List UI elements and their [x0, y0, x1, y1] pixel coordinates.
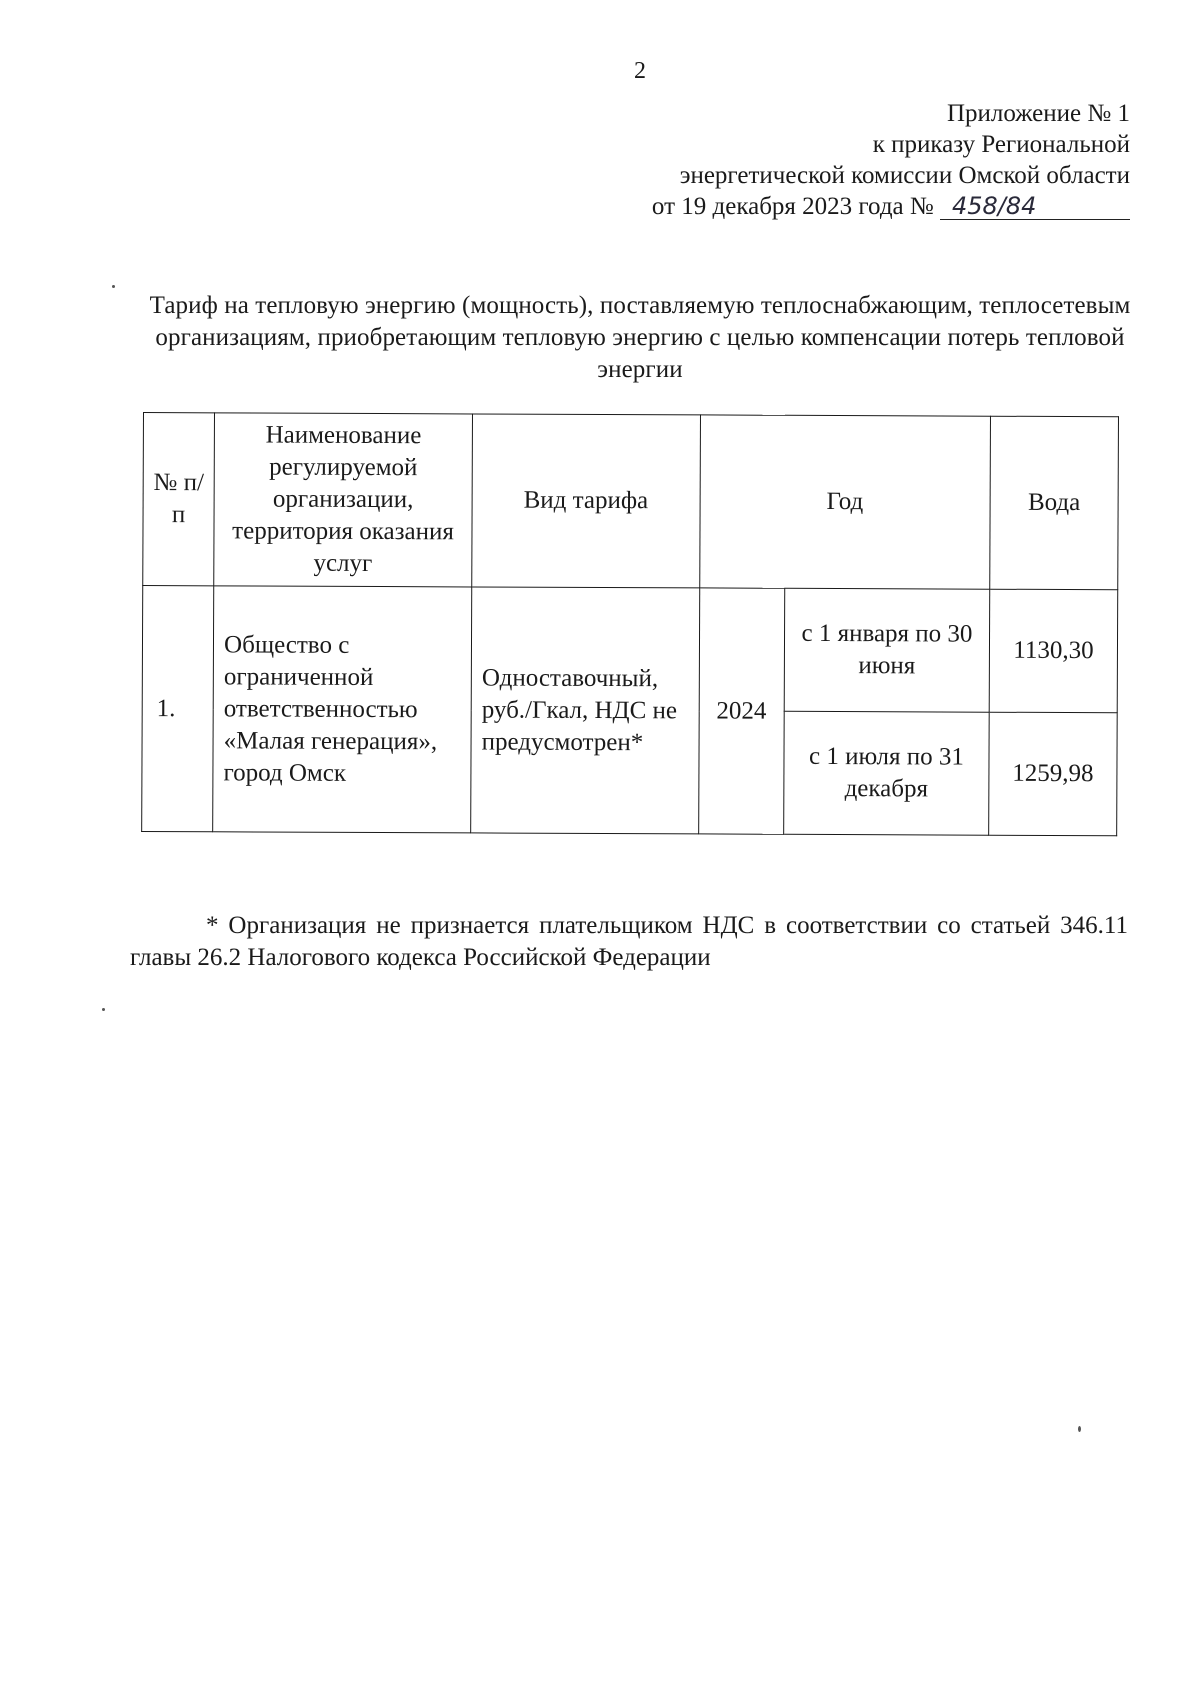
table-row — [142, 586, 1118, 713]
cell-period-2: с 1 июля по 31 декабря — [784, 711, 990, 835]
header-num: № п/п — [143, 413, 215, 586]
header-water: Вода — [990, 416, 1119, 590]
cell-year: 2024 — [698, 588, 784, 834]
scan-speck — [1078, 1426, 1081, 1432]
cell-period-1: с 1 января по 30 июня — [784, 588, 990, 712]
order-date-text: от 19 декабря 2023 года № — [651, 193, 934, 220]
header-type: Вид тарифа — [472, 414, 700, 588]
annex-order-date — [530, 191, 1130, 222]
header-year: Год — [699, 415, 990, 589]
page-number: 2 — [634, 58, 646, 84]
scan-speck — [102, 1008, 105, 1011]
annex-title: Приложение № 1 — [946, 100, 1130, 127]
tariff-table — [141, 412, 1119, 836]
footnote: * Организация не признается плательщиком НДС в соответствии со статьей 346.11 главы 26.2 Налогового кодекса Российской Федерации — [130, 912, 1128, 971]
cell-tariff-type: Одноставочный, руб./Гкал, НДС не предусмотрен* — [471, 587, 700, 834]
cell-num: 1. — [142, 586, 214, 832]
annex-header — [530, 98, 1130, 222]
order-number-handwritten: 458/84 — [940, 193, 1130, 220]
cell-water-1: 1130,30 — [989, 589, 1118, 713]
annex-commission: энергетической комиссии Омской области — [679, 162, 1130, 189]
table-header-row — [143, 413, 1119, 590]
cell-water-2: 1259,98 — [989, 712, 1118, 836]
header-org: Наименование регулируемой организации, территория оказания услуг — [214, 413, 473, 587]
annex-order-ref: к приказу Региональной — [872, 131, 1130, 158]
document-title: Тариф на тепловую энергию (мощность), поставляемую теплоснабжающим, теплосетевым организациям, приобретающим тепловую энергию с целью компенсации потерь тепловой энергии — [149, 292, 1131, 383]
cell-org: Общество с ограниченной ответственностью «Малая генерация», город Омск — [213, 586, 472, 833]
scan-speck — [112, 285, 115, 288]
